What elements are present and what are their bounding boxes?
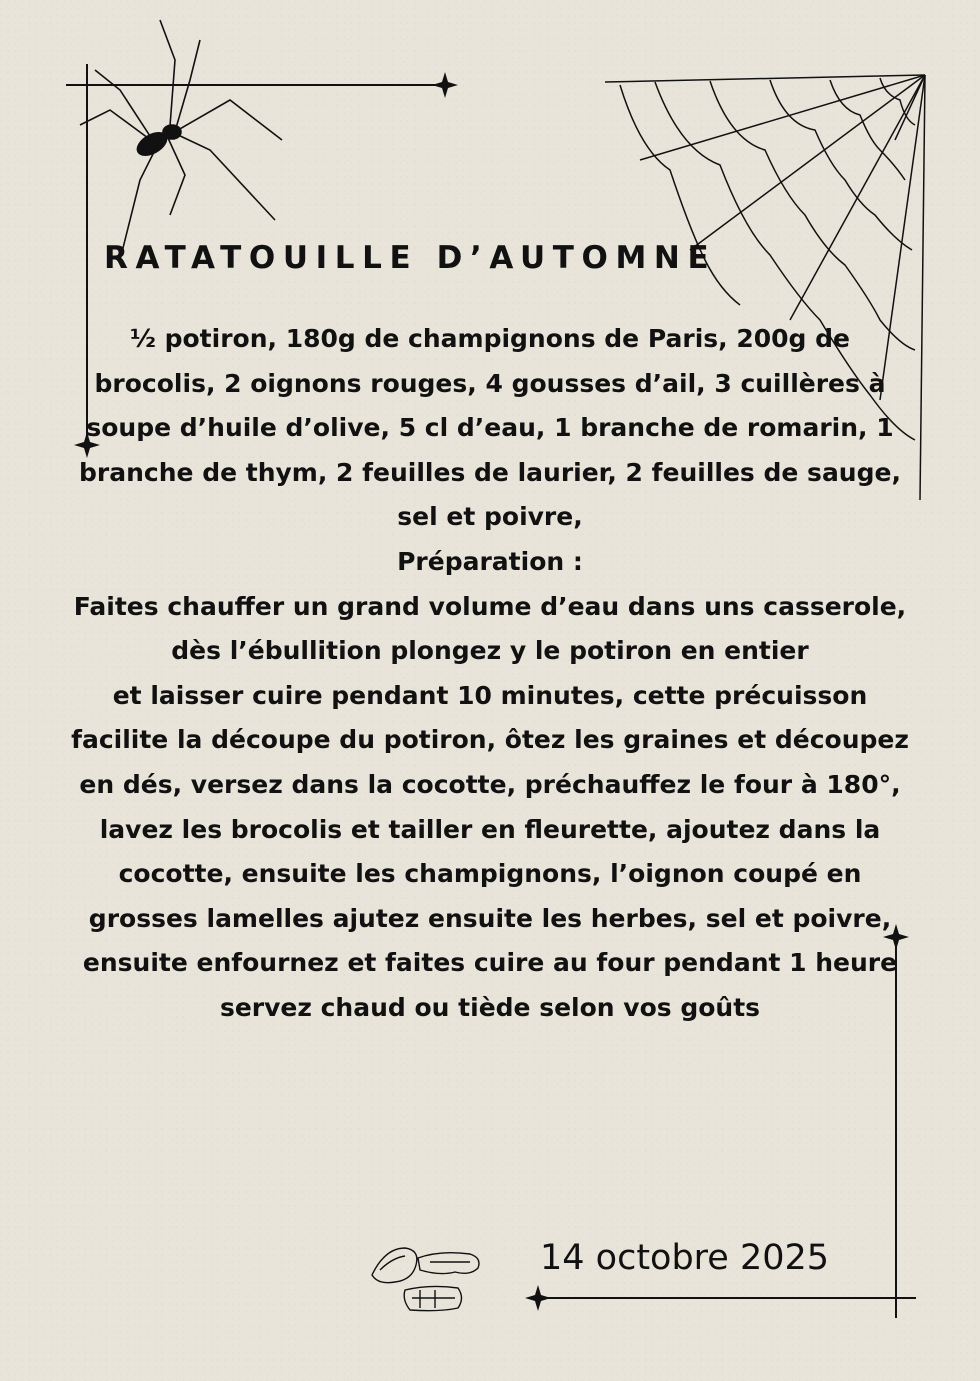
preparation-step-3: servez chaud ou tiède selon vos goûts (219, 992, 761, 1022)
preparation-step-2: et laisser cuire pendant 10 minutes, cette précuisson facilite la découpe du potiron, ôtez les graines et découpez en dés, versez dans la cocotte, préchauffez le four à 180°, lavez les brocolis et tailler en fleurette, ajoutez dans la cocotte, ensuite les champignons, l’oignon coupé en grosses lamelles ajutez ensuite les herbes, sel et poivre, ensuite enfournez et faites cuire au four pendant 1 heure (71, 680, 909, 978)
spider-icon (80, 20, 282, 260)
recipe-title: RATATOUILLE D’AUTOMNE (104, 240, 717, 276)
ingredients-text: ½ potiron, 180g de champignons de Paris, 200g de brocolis, 2 oignons rouges, 4 gousses d’ail, 3 cuillères à soupe d’huile d’olive, 5 cl d’eau, 1 branche de romarin, 1 branche de thym, 2 feuilles de laurier, 2 feuilles de sauge, sel et poivre, (79, 324, 901, 532)
recipe-date: 14 octobre 2025 (540, 1238, 830, 1278)
preparation-step-1: Faites chauffer un grand volume d’eau dans uns casserole, dès l’ébullition plongez y le potiron en entier (73, 591, 907, 666)
preparation-heading: Préparation : (397, 546, 583, 576)
recipe-body (70, 317, 910, 1031)
teeth-icon (372, 1248, 479, 1311)
